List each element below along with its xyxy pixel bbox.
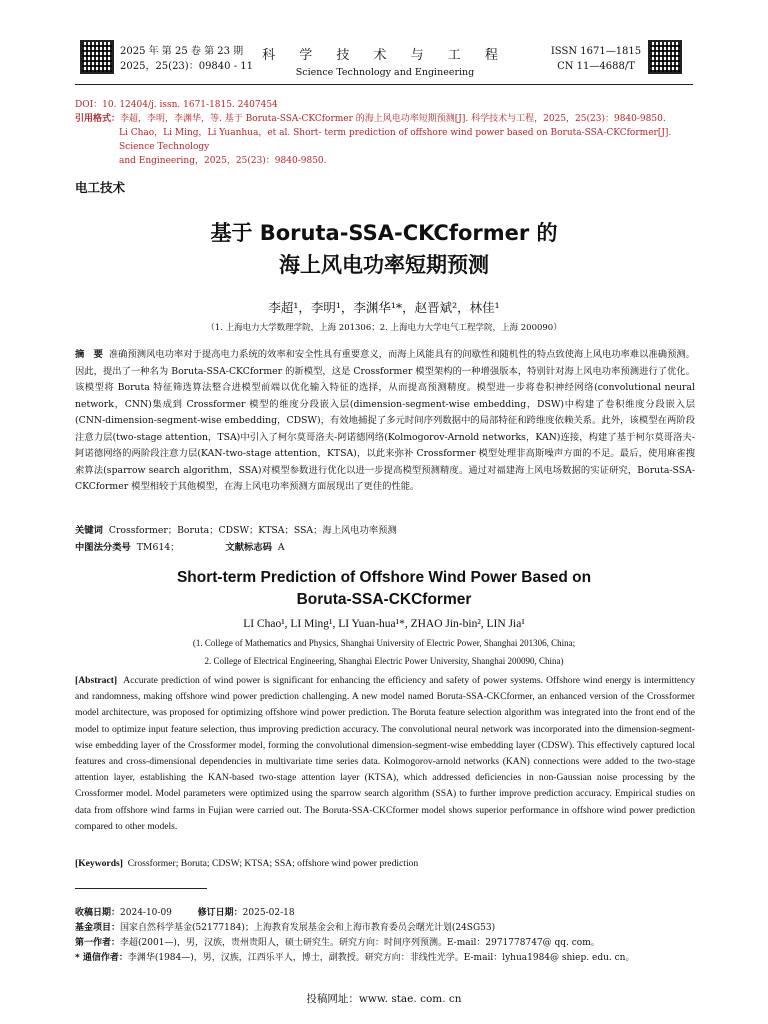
fund-text: 国家自然科学基金(52177184)；上海教育发展基金会和上海市教育委员会曙光计划(24SG53) [120, 923, 496, 933]
header-rule [75, 84, 693, 85]
keywords-en-text: Crossformer; Boruta; CDSW; KTSA; SSA; offshore wind power prediction [127, 858, 419, 869]
fund-label: 基金项目： [75, 923, 121, 933]
corresponding-author-line [75, 951, 695, 966]
title-cn-line1: 基于 Boruta-SSA-CKCformer 的 [210, 221, 558, 245]
authors-en: LI Chao¹, LI Ming¹, LI Yuan-hua¹*, ZHAO Jin-bin², LIN Jia¹ [243, 618, 525, 630]
abstract-en-label: [Abstract] [75, 675, 118, 686]
qr-code-right [648, 40, 682, 74]
keywords-cn-text: Crossformer；Boruta；CDSW；KTSA；SSA；海上风电功率预测 [108, 525, 397, 536]
journal-name-en: Science Technology and Engineering [295, 67, 475, 78]
doc-code-value: A [277, 542, 285, 553]
affiliation-en [0, 634, 768, 670]
first-author-text: 李超(2001—)，男，汉族，贵州贵阳人，硕士研究生。研究方向：时间序列预测。E-mail：2971778747@ qq. com。 [120, 938, 600, 948]
authors-cn: 李超¹，李明¹，李渊华¹*，赵晋斌²，林佳¹ [268, 300, 500, 315]
keywords-en [75, 856, 695, 872]
fund-line [75, 921, 695, 936]
corresponding-text: 李渊华(1984—)，男，汉族，江西乐平人，博士，副教授。研究方向：非线性光学。E-mail：lyhua1984@ shiep. edu. cn。 [127, 953, 635, 963]
citation-en-1: Li Chao，Li Ming，Li Yuanhua，et al. Short- term prediction of offshore wind power based on Boruta-SSA-CKCformer[J]. Science Technology [119, 128, 672, 152]
received-date: 2024-10-09 [120, 908, 172, 918]
header-issue-info [120, 44, 253, 74]
citation-cn: 李超，李明，李渊华，等. 基于 Boruta-SSA-CKCformer 的海上风电功率短期预测[J]. 科学技术与工程，2025，25(23)：9840-9850. [120, 114, 666, 124]
submission-website[interactable]: 投稿网址：www. stae. com. cn [306, 993, 462, 1005]
abstract-cn-text: 准确预测风电功率对于提高电力系统的效率和安全性具有重要意义，而海上风能具有的间歇性和随机性的特点致使海上风电功率难以准确预测。因此，提出了一种名为 Boruta-SSA-CKCformer 的新模型，这是 Crossformer 模型架构的一种增强版本，特别针对海上风电功率预测进行了优化。该模型将 Boruta 特征筛选算法整合进模型前端以优化输入特征的选择，从而提高预测精度。模型进一步将卷积神经网络(convolutional neural network，CNN)集成到 Crossformer 模型的维度分段嵌入层(dimension-segment-wise embedding，DSW)中构建了卷积维度分段嵌入层(CNN-dimension-segment-wise embedding，CDSW)，有效地捕捉了多元时间序列数据中的局部特征和跨维度依赖关系。此外，该模型在两阶段注意力层(two-stage attention，TSA)中引入了柯尔莫哥洛夫-阿诺德网络(Kolmogorov-Arnold networks，KAN)连接，构建了基于柯尔莫哥洛夫-阿诺德网络的两阶段注意力层(KAN-two-stage attention，KTSA)，以此来弥补 Crossformer 模型处理非高斯噪声方面的不足。最后，使用麻雀搜索算法(sparrow search algorithm，SSA)对模型参数进行优化以进一步提高模型预测精度。通过对福建海上风电场数据的实证研究，Boruta-SSA-CKCformer 模型相较于其他模型，在海上风电功率预测方面展现出了更佳的性能。 [75, 349, 695, 492]
title-en-line2: Boruta-SSA-CKCformer [296, 591, 472, 608]
doc-code-label: 文献标志码 [225, 542, 272, 553]
clc-value: TM614； [136, 542, 180, 553]
affiliation-cn: （1. 上海电力大学数理学院，上海 201306；2. 上海电力大学电气工程学院，上海 200090） [206, 323, 562, 333]
abstract-cn [75, 347, 695, 496]
header-issue-line1: 2025 年 第 25 卷 第 23 期 [120, 46, 244, 57]
citation-en-2: and Engineering，2025，25(23)：9840-9850. [119, 156, 327, 166]
revised-date: 2025-02-18 [242, 908, 295, 918]
title-en-line1: Short-term Prediction of Offshore Wind Power Based on [176, 569, 592, 586]
corresponding-label: * 通信作者： [75, 953, 128, 963]
citation-block [75, 98, 695, 168]
abstract-en [75, 673, 695, 835]
affiliation-en-2: 2. College of Electrical Engineering, Shanghai Electric Power University, Shanghai 200090, China) [204, 656, 564, 666]
citation-label: 引用格式： [75, 114, 121, 124]
doi[interactable]: DOI：10. 12404/j. issn. 1671-1815. 2407454 [75, 100, 278, 110]
revised-label: 修订日期： [197, 908, 243, 918]
title-cn-line2: 海上风电功率短期预测 [279, 253, 489, 277]
section-heading: 电工技术 [75, 180, 126, 195]
keywords-cn [75, 523, 695, 540]
header-issn-info [548, 44, 644, 74]
journal-name [260, 44, 510, 78]
affiliation-en-1: (1. College of Mathematics and Physics, Shanghai University of Electric Power, Shanghai 201306, China; [192, 638, 576, 648]
footnote-rule [75, 888, 207, 889]
abstract-en-text: Accurate prediction of wind power is significant for enhancing the efficiency and safety of power systems. Offshore wind energy is intermittency and randomness, making offshore wind power prediction challenging. A new model named Boruta-SSA-CKCformer, an enhanced version of the Crossformer model architecture, was proposed for optimizing offshore wind power prediction. The Boruta feature selection algorithm was integrated into the front end of the model to optimize input feature selection, thus improving prediction accuracy. The convolutional neural network was incorporated into the dimension-segment-wise embedding layer of the Crossformer model, forming the convolutional dimension-segment-wise embedding layer (CDSW). This effectively captured local features and cross-dimensional dependencies in multivariate time series data. Kolmogorov-arnold networks (KAN) connections were added to the two-stage attention layer, establishing the KAN-based two-stage attention layer (KTSA), which addressed deficiencies in non-Gaussian noise processing by the Crossformer model. Model parameters were optimized using the sparrow search algorithm (SSA) to further improve prediction accuracy. Empirical studies on data from offshore wind farms in Fujian were carried out. The Boruta-SSA-CKCformer model shows superior performance in offshore wind power prediction compared to other models. [75, 675, 696, 832]
header-cn: CN 11—4688/T [557, 61, 635, 72]
footnotes [75, 906, 695, 966]
header-issn: ISSN 1671—1815 [550, 46, 642, 57]
clc-label: 中图法分类号 [75, 542, 131, 553]
header-issue-line2: 2025，25(23)：09840 - 11 [120, 61, 253, 72]
first-author-label: 第一作者： [75, 938, 121, 948]
first-author-line [75, 936, 695, 951]
dates-line [75, 906, 695, 921]
keywords-cn-label: 关键词 [75, 525, 103, 536]
keywords-en-label: [Keywords] [75, 858, 123, 869]
classification [75, 540, 695, 557]
abstract-cn-label: 摘 要 [75, 349, 103, 360]
received-label: 收稿日期： [75, 908, 121, 918]
qr-code-left [80, 40, 114, 74]
journal-name-cn: 科 学 技 术 与 工 程 [262, 48, 508, 63]
